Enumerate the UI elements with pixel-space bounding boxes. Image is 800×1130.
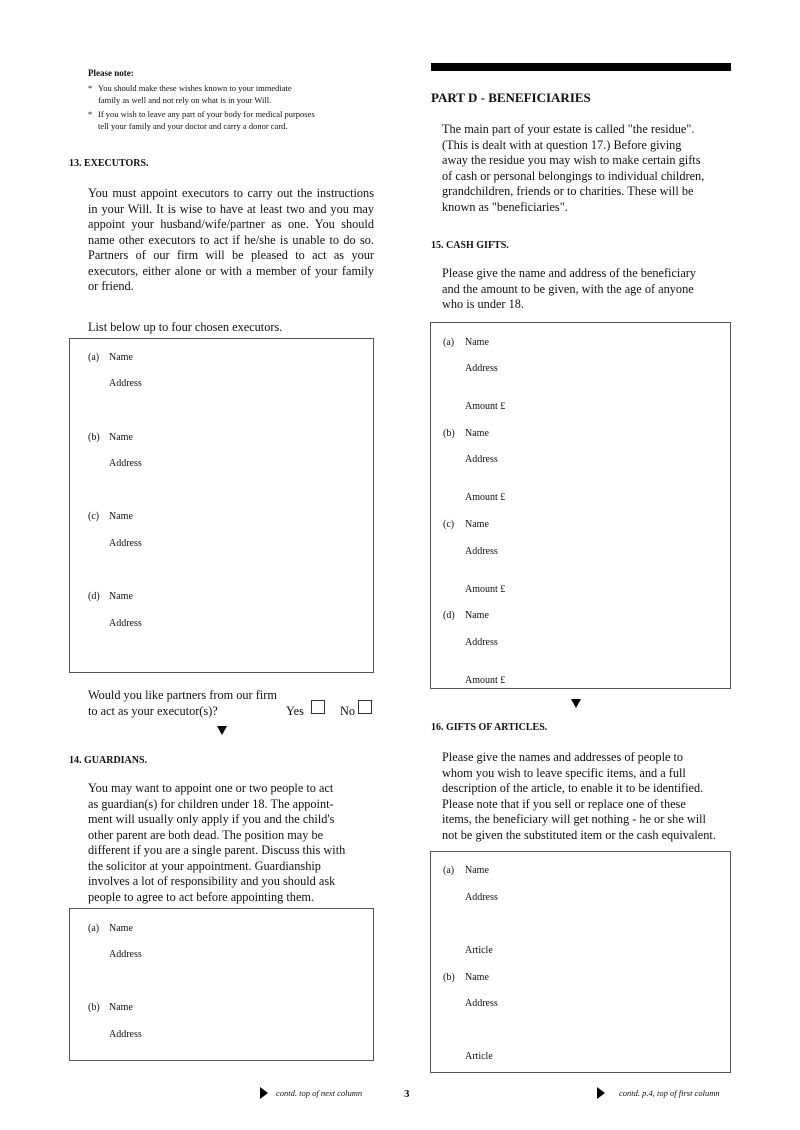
bullet-star-icon: * xyxy=(88,109,93,119)
no-checkbox[interactable] xyxy=(358,700,372,714)
article-b-article-field[interactable]: Article xyxy=(465,1051,493,1062)
article-a-article-field[interactable]: Article xyxy=(465,945,493,956)
part-d-paragraph: The main part of your estate is called "the residue". (This is dealt with at question 17.) Before giving away the residue you may wish to make certain gifts of cash or personal belongings to individual children, grandchildren, friends or to charities. These will be known as "beneficiaries". xyxy=(442,122,705,214)
yes-checkbox[interactable] xyxy=(311,700,325,714)
entry-letter: (d) xyxy=(88,591,100,602)
down-arrow-icon xyxy=(571,699,581,708)
entry-letter: (b) xyxy=(88,1002,100,1013)
cash-b-name-field[interactable]: Name xyxy=(465,428,489,439)
footer-contd-left: contd. top of next column xyxy=(276,1088,363,1098)
executors-list-intro: List below up to four chosen executors. xyxy=(88,320,283,334)
cash-gifts-box xyxy=(430,322,731,689)
section-divider-bar xyxy=(431,63,731,71)
guardian-b-address-field[interactable]: Address xyxy=(109,1029,142,1040)
article-b-address-field[interactable]: Address xyxy=(465,998,498,1009)
entry-letter: (a) xyxy=(443,865,455,876)
cash-gifts-heading: 15. CASH GIFTS. xyxy=(431,240,509,251)
executors-box xyxy=(69,338,374,673)
footer-contd-right: contd. p.4, top of first column xyxy=(619,1088,720,1098)
note-item: * If you wish to leave any part of your body for medical purposes tell your family and your doctor and carry a donor card. xyxy=(88,109,315,131)
executor-a-address-field[interactable]: Address xyxy=(109,378,142,389)
gifts-of-articles-heading: 16. GIFTS OF ARTICLES. xyxy=(431,722,548,733)
cash-a-address-field[interactable]: Address xyxy=(465,363,498,374)
executor-c-address-field[interactable]: Address xyxy=(109,538,142,549)
cash-b-address-field[interactable]: Address xyxy=(465,454,498,465)
entry-letter: (d) xyxy=(443,610,455,621)
note-title: Please note: xyxy=(88,68,134,78)
cash-d-address-field[interactable]: Address xyxy=(465,637,498,648)
guardians-heading: 14. GUARDIANS. xyxy=(69,755,148,766)
entry-letter: (c) xyxy=(443,519,455,530)
no-label: No xyxy=(340,704,356,718)
down-arrow-icon xyxy=(217,726,227,735)
partners-question-line1: Would you like partners from our firm xyxy=(88,688,277,702)
executor-c-name-field[interactable]: Name xyxy=(109,511,133,522)
guardians-paragraph: You may want to appoint one or two people to act as guardian(s) for children under 18. The appoint- ment will usually only apply if you and the child's other parent are both dead. The position may be different if you are a single parent. Discuss this with the solicitor at your appointment. Guardianship involves a lot of responsibility and you should ask people to agree to act before appointing them. xyxy=(88,781,346,904)
executor-a-name-field[interactable]: Name xyxy=(109,352,133,363)
continue-arrow-icon xyxy=(260,1087,268,1099)
cash-d-name-field[interactable]: Name xyxy=(465,610,489,621)
executor-d-name-field[interactable]: Name xyxy=(109,591,133,602)
guardian-a-address-field[interactable]: Address xyxy=(109,949,142,960)
partners-question-line2: to act as your executor(s)? xyxy=(88,704,218,718)
entry-letter: (c) xyxy=(88,511,100,522)
page-number: 3 xyxy=(404,1088,410,1100)
entry-letter: (a) xyxy=(88,923,100,934)
gifts-of-articles-paragraph: Please give the names and addresses of people to whom you wish to leave specific items, and a full description of the article, to enable it to be identified. Please note that if you sell or replace one of these items, the beneficiary will get nothing - he or she will not be given the substituted item or the cash equivalent. xyxy=(442,750,716,842)
executors-heading: 13. EXECUTORS. xyxy=(69,158,149,169)
executor-b-name-field[interactable]: Name xyxy=(109,432,133,443)
bullet-star-icon: * xyxy=(88,83,93,93)
cash-a-amount-field[interactable]: Amount £ xyxy=(465,401,506,412)
guardian-b-name-field[interactable]: Name xyxy=(109,1002,133,1013)
entry-letter: (b) xyxy=(443,972,455,983)
executor-b-address-field[interactable]: Address xyxy=(109,458,142,469)
cash-c-address-field[interactable]: Address xyxy=(465,546,498,557)
article-a-name-field[interactable]: Name xyxy=(465,865,489,876)
cash-c-name-field[interactable]: Name xyxy=(465,519,489,530)
article-b-name-field[interactable]: Name xyxy=(465,972,489,983)
continue-arrow-icon xyxy=(597,1087,605,1099)
article-a-address-field[interactable]: Address xyxy=(465,892,498,903)
guardian-a-name-field[interactable]: Name xyxy=(109,923,133,934)
note-item: * You should make these wishes known to your immediate family as well and not rely on what is in your Will. xyxy=(88,83,292,105)
entry-letter: (b) xyxy=(88,432,100,443)
cash-b-amount-field[interactable]: Amount £ xyxy=(465,492,506,503)
cash-gifts-paragraph: Please give the name and address of the beneficiary and the amount to be given, with the age of anyone who is under 18. xyxy=(442,266,697,311)
cash-a-name-field[interactable]: Name xyxy=(465,337,489,348)
cash-d-amount-field[interactable]: Amount £ xyxy=(465,675,506,686)
part-d-title: PART D - BENEFICIARIES xyxy=(431,90,591,105)
executors-paragraph: You must appoint executors to carry out the instructions in your Will. It is wise to have at least two and you may appoint your husband/wife/partner as one. You should name other executors to act if he/she is unable to do so. Partners of our firm will be pleased to act as your executors, either alone or with a member of your family or friend. xyxy=(88,186,374,293)
executor-d-address-field[interactable]: Address xyxy=(109,618,142,629)
guardians-box xyxy=(69,908,374,1061)
entry-letter: (a) xyxy=(88,352,100,363)
gifts-of-articles-box xyxy=(430,851,731,1073)
entry-letter: (a) xyxy=(443,337,455,348)
cash-c-amount-field[interactable]: Amount £ xyxy=(465,584,506,595)
yes-label: Yes xyxy=(286,704,304,718)
entry-letter: (b) xyxy=(443,428,455,439)
